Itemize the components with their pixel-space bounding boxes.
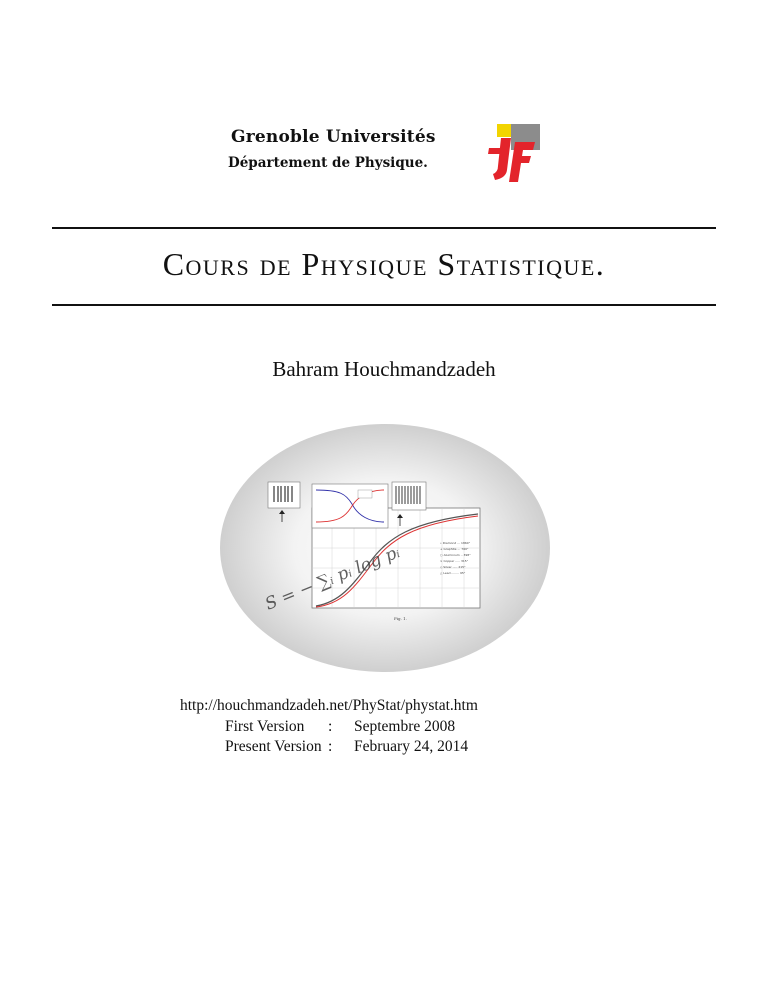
- entropy-formula: S = − ∑ᵢ pᵢ log pᵢ: [262, 542, 403, 615]
- version-label: Present Version: [225, 738, 322, 755]
- department-name: Département de Physique.: [228, 155, 428, 171]
- svg-text:× Copper ..... 315°: × Copper ..... 315°: [440, 559, 469, 563]
- university-logo: [487, 122, 542, 184]
- version-label: First Version: [225, 718, 305, 735]
- institution-block: [229, 127, 499, 171]
- title-rule-top: [52, 227, 716, 229]
- cover-figure: [220, 424, 550, 672]
- svg-text:◇ Silver ..... 215°: ◇ Silver ..... 215°: [440, 565, 466, 569]
- svg-text:○ Aluminium .. 398°: ○ Aluminium .. 398°: [440, 553, 471, 557]
- version-value: Septembre 2008: [354, 718, 456, 735]
- version-value: February 24, 2014: [354, 738, 469, 755]
- inset-crossing-plot: [312, 484, 388, 528]
- title-rule-bottom: [52, 304, 716, 306]
- version-info: [180, 697, 478, 757]
- svg-text:△ Lead ........ 95°: △ Lead ........ 95°: [440, 571, 466, 575]
- document-title: Cours de Physique Statistique.: [162, 246, 606, 282]
- figure-caption: Fig. 1.: [394, 616, 407, 621]
- course-url[interactable]: http://houchmandzadeh.net/PhyStat/phystat.htm: [180, 697, 478, 714]
- svg-text:• Diamond ... 1860°: • Diamond ... 1860°: [440, 541, 471, 545]
- version-row: [180, 717, 478, 737]
- version-separator: :: [328, 738, 333, 755]
- author-name: Bahram Houchmandzadeh: [272, 357, 496, 381]
- version-separator: :: [328, 718, 333, 735]
- version-row: [180, 737, 478, 757]
- institution-name: Grenoble Universités: [231, 127, 436, 147]
- svg-text:+ Graphite ... 760°: + Graphite ... 760°: [440, 547, 469, 551]
